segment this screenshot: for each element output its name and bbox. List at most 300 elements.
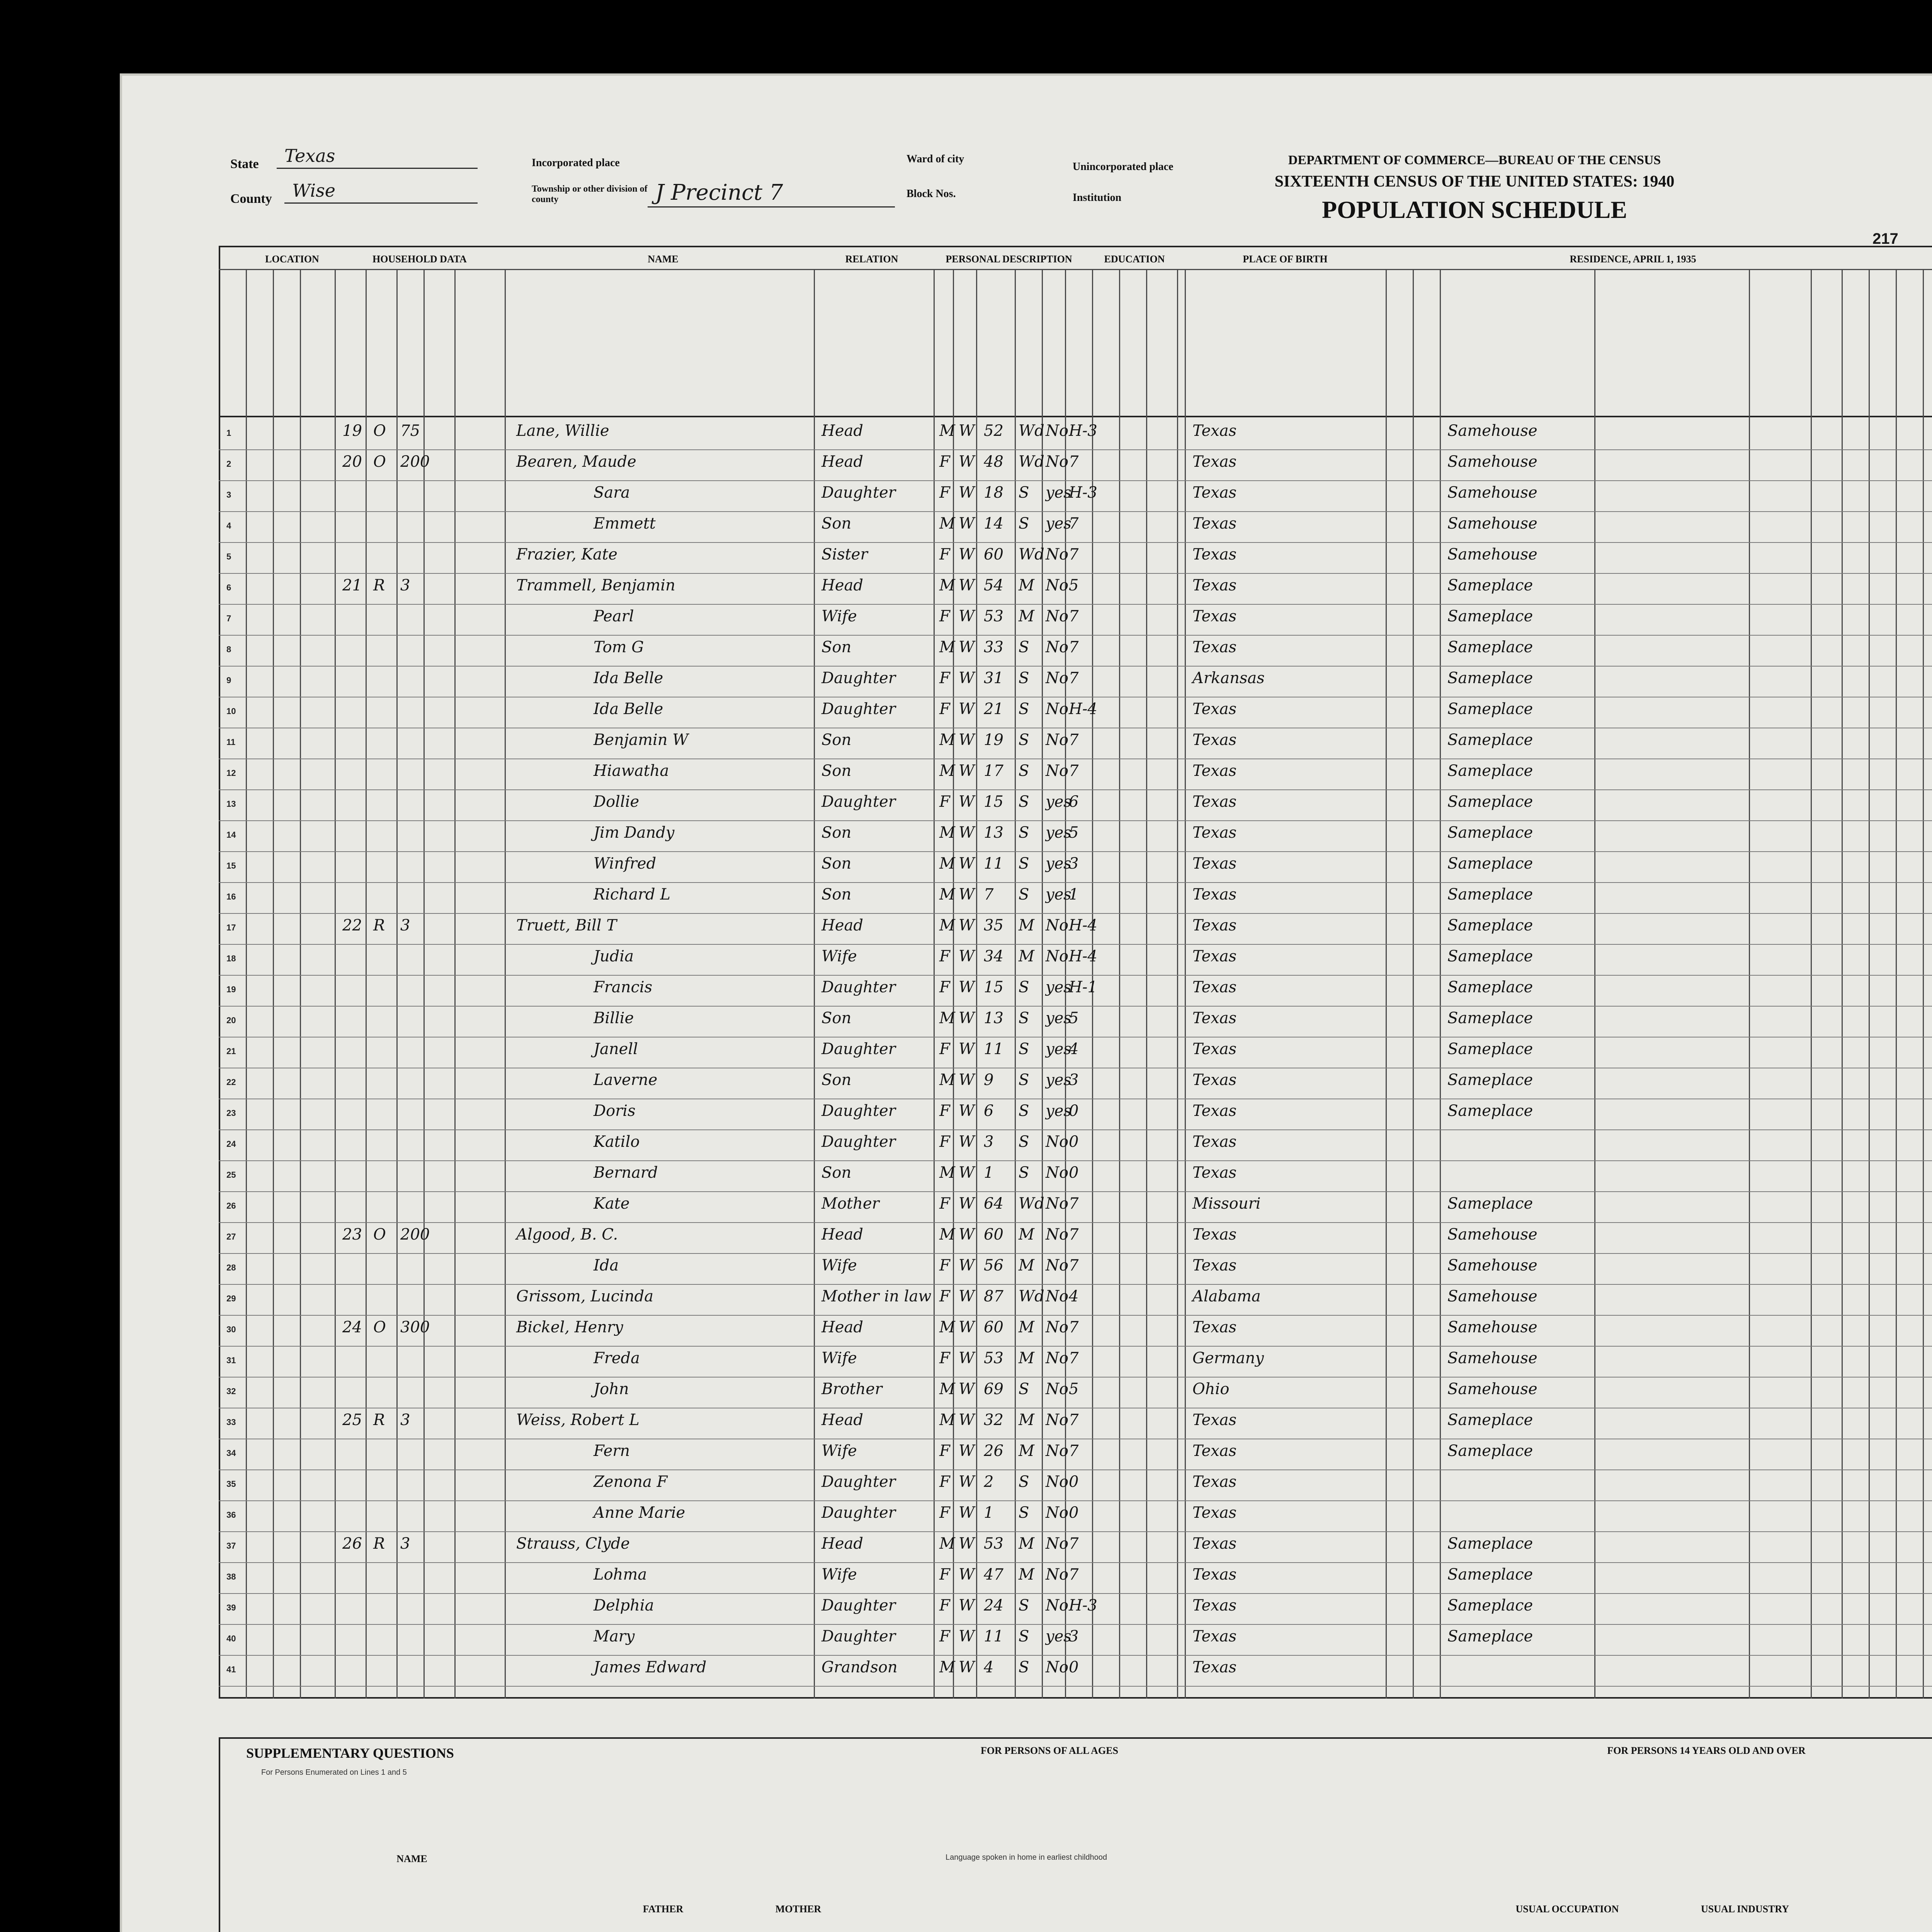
cell-age: 19 [984, 731, 1003, 749]
cell-grade: 7 [1069, 607, 1079, 625]
table-row [219, 1347, 1932, 1377]
cell-att: No [1046, 669, 1069, 687]
cell-sex: F [939, 1257, 950, 1274]
cell-res: Sameplace [1447, 1628, 1533, 1645]
cell-birth: Texas [1192, 947, 1237, 965]
group-employment [1842, 253, 1932, 265]
table-row [219, 698, 1932, 728]
cell-name: Mary [594, 1628, 635, 1645]
state-label: State [230, 157, 259, 171]
cell-ms: S [1019, 855, 1029, 872]
cell-age: 13 [984, 1009, 1003, 1027]
line-number: 9 [226, 675, 231, 685]
cell-sex: M [939, 1009, 955, 1027]
cell-age: 35 [984, 917, 1003, 934]
cell-att: yes [1046, 515, 1071, 532]
cell-ms: S [1019, 484, 1029, 502]
row-rule [219, 1469, 1932, 1470]
cell-value: 3 [400, 1411, 410, 1429]
cell-age: 14 [984, 515, 1003, 532]
cell-dwelling: 25 [342, 1411, 362, 1429]
all-ages-header: FOR PERSONS OF ALL AGES [981, 1745, 1118, 1756]
cell-res: Sameplace [1447, 577, 1533, 594]
block-label: Block Nos. [906, 188, 956, 200]
cell-birth: Texas [1192, 1473, 1237, 1491]
cell-rel: Daughter [821, 978, 896, 996]
table-row [219, 1038, 1932, 1068]
line-number: 19 [226, 985, 236, 994]
cell-birth: Texas [1192, 700, 1237, 718]
cell-rel: Son [821, 762, 852, 780]
cell-res: Sameplace [1447, 917, 1533, 934]
cell-tenure: R [373, 1411, 385, 1429]
cell-birth: Texas [1192, 577, 1237, 594]
cell-age: 48 [984, 453, 1003, 471]
table-row [219, 791, 1932, 820]
table-row [219, 821, 1932, 851]
table-row [219, 543, 1932, 573]
cell-res: Samehouse [1447, 484, 1537, 502]
cell-att: yes [1046, 1102, 1071, 1120]
cell-grade: 0 [1069, 1164, 1079, 1182]
cell-sex: F [939, 453, 950, 471]
cell-dwelling: 21 [342, 577, 362, 594]
cell-race: W [959, 1287, 975, 1305]
supplementary-title: SUPPLEMENTARY QUESTIONS [246, 1745, 454, 1761]
cell-grade: 7 [1069, 1566, 1079, 1583]
incorporated-label: Incorporated place [532, 157, 620, 169]
cell-race: W [959, 1566, 975, 1583]
cell-ms: S [1019, 700, 1029, 718]
cell-att: No [1046, 577, 1069, 594]
cell-birth: Texas [1192, 1628, 1237, 1645]
cell-age: 1 [984, 1504, 994, 1522]
cell-ms: S [1019, 1009, 1029, 1027]
supplementary-col-mother: MOTHER [775, 1903, 821, 1915]
cell-rel: Wife [821, 1349, 857, 1367]
cell-grade: 7 [1069, 762, 1079, 780]
cell-birth: Texas [1192, 762, 1237, 780]
table-row [219, 1192, 1932, 1222]
cell-res: Sameplace [1447, 762, 1533, 780]
cell-rel: Daughter [821, 1473, 896, 1491]
population-table [219, 246, 1932, 1699]
cell-age: 64 [984, 1195, 1003, 1213]
cell-grade: H-1 [1069, 978, 1097, 996]
cell-sex: M [939, 1658, 955, 1676]
schedule-title: POPULATION SCHEDULE [1321, 196, 1628, 223]
cell-race: W [959, 546, 975, 563]
cell-age: 52 [984, 422, 1003, 440]
cell-res: Sameplace [1447, 1597, 1533, 1614]
cell-name: Bernard [594, 1164, 658, 1182]
cell-age: 60 [984, 546, 1003, 563]
cell-grade: 0 [1069, 1504, 1079, 1522]
cell-sex: M [939, 515, 955, 532]
cell-res: Samehouse [1447, 515, 1537, 532]
township-value: J Precinct 7 [655, 180, 783, 205]
cell-name: Janell [594, 1040, 638, 1058]
cell-sex: F [939, 1597, 950, 1614]
table-row [219, 1471, 1932, 1500]
cell-rel: Daughter [821, 1597, 896, 1614]
cell-ms: S [1019, 638, 1029, 656]
row-rule [219, 944, 1932, 945]
cell-rel: Son [821, 886, 852, 903]
cell-age: 18 [984, 484, 1003, 502]
cell-name: Truett, Bill T [516, 917, 617, 934]
row-rule [219, 511, 1932, 512]
cell-birth: Texas [1192, 1040, 1237, 1058]
cell-ms: S [1019, 1040, 1029, 1058]
cell-res: Sameplace [1447, 1071, 1533, 1089]
table-row [219, 1440, 1932, 1469]
cell-ms: M [1019, 947, 1034, 965]
cell-birth: Texas [1192, 1658, 1237, 1676]
cell-res: Sameplace [1447, 1566, 1533, 1583]
cell-att: No [1046, 638, 1069, 656]
cell-tenure: O [373, 453, 386, 471]
cell-rel: Head [821, 422, 864, 440]
cell-birth: Texas [1192, 1071, 1237, 1089]
cell-res: Sameplace [1447, 1102, 1533, 1120]
cell-rel: Sister [821, 546, 868, 563]
cell-age: 13 [984, 824, 1003, 842]
row-rule [219, 1686, 1932, 1687]
cell-grade: 0 [1069, 1102, 1079, 1120]
cell-name: Billie [594, 1009, 634, 1027]
line-number: 5 [226, 552, 231, 561]
cell-birth: Texas [1192, 607, 1237, 625]
cell-birth: Texas [1192, 1226, 1237, 1243]
table-row [219, 914, 1932, 944]
cell-ms: M [1019, 1566, 1034, 1583]
cell-att: yes [1046, 484, 1071, 502]
cell-dwelling: 19 [342, 422, 362, 440]
group-location: LOCATION [265, 253, 319, 265]
cell-name: Zenona F [594, 1473, 668, 1491]
cell-rel: Wife [821, 1442, 857, 1460]
table-row [219, 729, 1932, 759]
cell-race: W [959, 607, 975, 625]
cell-att: No [1046, 1133, 1069, 1151]
cell-name: Anne Marie [594, 1504, 685, 1522]
cell-grade: H-3 [1069, 484, 1097, 502]
table-row [219, 605, 1932, 635]
cell-race: W [959, 1133, 975, 1151]
line-number: 33 [226, 1417, 236, 1427]
cell-sex: M [939, 1164, 955, 1182]
cell-att: No [1046, 607, 1069, 625]
cell-birth: Arkansas [1192, 669, 1265, 687]
cell-name: Dollie [594, 793, 639, 811]
group-birthplace: PLACE OF BIRTH [1243, 253, 1328, 265]
cell-name: Winfred [594, 855, 656, 872]
cell-value: 3 [400, 917, 410, 934]
cell-name: Bearen, Maude [516, 453, 636, 471]
cell-name: Algood, B. C. [516, 1226, 618, 1243]
cell-sex: M [939, 422, 955, 440]
cell-ms: S [1019, 1504, 1029, 1522]
cell-sex: F [939, 484, 950, 502]
cell-rel: Mother in law [821, 1287, 932, 1305]
table-row [219, 1502, 1932, 1531]
cell-tenure: O [373, 1226, 386, 1243]
cell-grade: 7 [1069, 1195, 1079, 1213]
cell-birth: Missouri [1192, 1195, 1261, 1213]
header-divider [219, 269, 1932, 270]
cell-birth: Texas [1192, 453, 1237, 471]
cell-grade: 7 [1069, 1318, 1079, 1336]
cell-race: W [959, 1504, 975, 1522]
cell-sex: M [939, 1535, 955, 1553]
cell-age: 53 [984, 1535, 1003, 1553]
group-relation: RELATION [845, 253, 898, 265]
cell-rel: Head [821, 1535, 864, 1553]
cell-grade: 3 [1069, 1071, 1079, 1089]
cell-grade: 4 [1069, 1040, 1079, 1058]
table-row [219, 945, 1932, 975]
cell-rel: Wife [821, 1566, 857, 1583]
cell-sex: F [939, 1473, 950, 1491]
cell-tenure: R [373, 577, 385, 594]
row-rule [219, 851, 1932, 852]
group-education: EDUCATION [1104, 253, 1165, 265]
cell-sex: F [939, 1287, 950, 1305]
cell-att: No [1046, 1349, 1069, 1367]
cell-ms: S [1019, 978, 1029, 996]
cell-att: yes [1046, 1071, 1071, 1089]
cell-rel: Daughter [821, 669, 896, 687]
cell-grade: H-3 [1069, 422, 1097, 440]
line-number: 29 [226, 1294, 236, 1303]
row-rule [219, 604, 1932, 605]
cell-tenure: O [373, 1318, 386, 1336]
cell-res: Samehouse [1447, 1257, 1537, 1274]
cell-age: 15 [984, 978, 1003, 996]
cell-name: Sara [594, 484, 630, 502]
cell-sex: M [939, 824, 955, 842]
cell-grade: 5 [1069, 1380, 1079, 1398]
institution-label: Institution [1073, 192, 1122, 204]
cell-age: 33 [984, 638, 1003, 656]
cell-ms: S [1019, 1628, 1029, 1645]
cell-grade: 7 [1069, 669, 1079, 687]
cell-sex: F [939, 669, 950, 687]
cell-att: No [1046, 1380, 1069, 1398]
table-row [219, 1131, 1932, 1160]
cell-dwelling: 26 [342, 1535, 362, 1553]
cell-sex: M [939, 1318, 955, 1336]
cell-name: Kate [594, 1195, 630, 1213]
cell-att: No [1046, 947, 1069, 965]
supplementary-col-usual-occ: USUAL OCCUPATION [1515, 1903, 1619, 1915]
cell-grade: 7 [1069, 1535, 1079, 1553]
cell-sex: F [939, 1504, 950, 1522]
cell-ms: S [1019, 1133, 1029, 1151]
cell-name: Bickel, Henry [516, 1318, 623, 1336]
township-underline [648, 206, 895, 207]
cell-rel: Daughter [821, 1133, 896, 1151]
cell-ms: S [1019, 1071, 1029, 1089]
line-number: 34 [226, 1448, 236, 1458]
cell-ms: Wd [1019, 453, 1044, 471]
cell-grade: 7 [1069, 1349, 1079, 1367]
cell-ms: Wd [1019, 422, 1044, 440]
cell-res: Sameplace [1447, 793, 1533, 811]
cell-sex: M [939, 855, 955, 872]
line-number: 14 [226, 830, 236, 840]
cell-age: 56 [984, 1257, 1003, 1274]
cell-ms: S [1019, 1597, 1029, 1614]
cell-race: W [959, 1040, 975, 1058]
table-row [219, 667, 1932, 697]
cell-race: W [959, 484, 975, 502]
supplementary-col-usual-ind: USUAL INDUSTRY [1701, 1903, 1789, 1915]
row-rule [219, 635, 1932, 636]
cell-grade: 7 [1069, 515, 1079, 532]
cell-grade: 7 [1069, 1226, 1079, 1243]
cell-age: 11 [984, 1040, 1003, 1058]
cell-birth: Texas [1192, 886, 1237, 903]
table-row [219, 1162, 1932, 1191]
cell-name: Lane, Willie [516, 422, 609, 440]
line-number: 35 [226, 1479, 236, 1489]
cell-name: Jim Dandy [594, 824, 675, 842]
cell-birth: Texas [1192, 546, 1237, 563]
cell-birth: Texas [1192, 1257, 1237, 1274]
row-rule [219, 1160, 1932, 1161]
table-row [219, 1594, 1932, 1624]
line-number: 15 [226, 861, 236, 871]
cell-dwelling: 20 [342, 453, 362, 471]
cell-race: W [959, 1071, 975, 1089]
county-value: Wise [292, 180, 336, 201]
row-rule [219, 1346, 1932, 1347]
line-number: 27 [226, 1232, 236, 1242]
cell-rel: Brother [821, 1380, 883, 1398]
cell-age: 9 [984, 1071, 994, 1089]
cell-res: Samehouse [1447, 422, 1537, 440]
cell-age: 17 [984, 762, 1003, 780]
cell-att: No [1046, 1226, 1069, 1243]
cell-dwelling: 22 [342, 917, 362, 934]
cell-ms: S [1019, 824, 1029, 842]
cell-grade: 7 [1069, 453, 1079, 471]
line-number: 32 [226, 1386, 236, 1396]
cell-rel: Head [821, 917, 864, 934]
cell-att: No [1046, 1195, 1069, 1213]
cell-name: Doris [594, 1102, 636, 1120]
cell-grade: 1 [1069, 886, 1079, 903]
cell-att: yes [1046, 886, 1071, 903]
cell-att: yes [1046, 1040, 1071, 1058]
cell-race: W [959, 1535, 975, 1553]
row-rule [219, 1500, 1932, 1501]
cell-race: W [959, 1473, 975, 1491]
cell-birth: Texas [1192, 1597, 1237, 1614]
cell-value: 200 [400, 1226, 430, 1243]
cell-age: 34 [984, 947, 1003, 965]
cell-grade: H-4 [1069, 700, 1097, 718]
cell-value: 3 [400, 1535, 410, 1553]
cell-ms: M [1019, 1535, 1034, 1553]
cell-name: Weiss, Robert L [516, 1411, 639, 1429]
cell-name: Delphia [594, 1597, 654, 1614]
cell-grade: 0 [1069, 1473, 1079, 1491]
cell-ms: S [1019, 793, 1029, 811]
cell-att: No [1046, 917, 1069, 934]
row-rule [219, 1006, 1932, 1007]
line-number: 17 [226, 923, 236, 932]
cell-name: Fern [594, 1442, 630, 1460]
cell-sex: M [939, 577, 955, 594]
row-rule [219, 449, 1932, 450]
cell-race: W [959, 1442, 975, 1460]
cell-grade: 3 [1069, 855, 1079, 872]
cell-rel: Daughter [821, 1504, 896, 1522]
cell-race: W [959, 886, 975, 903]
table-row [219, 1563, 1932, 1593]
cell-name: Judia [594, 947, 634, 965]
group-residence: RESIDENCE, APRIL 1, 1935 [1570, 253, 1696, 265]
table-row [219, 1625, 1932, 1655]
cell-age: 60 [984, 1318, 1003, 1336]
row-rule [219, 573, 1932, 574]
county-label: County [230, 192, 272, 206]
cell-race: W [959, 762, 975, 780]
cell-grade: 5 [1069, 824, 1079, 842]
cell-age: 6 [984, 1102, 994, 1120]
cell-res: Sameplace [1447, 700, 1533, 718]
cell-birth: Texas [1192, 484, 1237, 502]
cell-ms: S [1019, 731, 1029, 749]
cell-birth: Texas [1192, 1411, 1237, 1429]
cell-res: Sameplace [1447, 607, 1533, 625]
cell-name: James Edward [594, 1658, 707, 1676]
cell-res: Sameplace [1447, 669, 1533, 687]
cell-grade: H-4 [1069, 917, 1097, 934]
cell-name: Laverne [594, 1071, 658, 1089]
cell-sex: F [939, 607, 950, 625]
supplementary-col-name: NAME [396, 1853, 427, 1864]
cell-grade: 5 [1069, 1009, 1079, 1027]
line-number: 31 [226, 1355, 236, 1365]
cell-ms: S [1019, 1102, 1029, 1120]
cell-res: Sameplace [1447, 978, 1533, 996]
cell-sex: M [939, 731, 955, 749]
line-number: 21 [226, 1046, 236, 1056]
cell-race: W [959, 1318, 975, 1336]
cell-race: W [959, 700, 975, 718]
cell-rel: Head [821, 1411, 864, 1429]
cell-ms: M [1019, 1318, 1034, 1336]
row-rule [219, 1377, 1932, 1378]
cell-race: W [959, 1658, 975, 1676]
cell-race: W [959, 947, 975, 965]
cell-ms: M [1019, 1257, 1034, 1274]
row-rule [219, 820, 1932, 821]
cell-sex: F [939, 1040, 950, 1058]
cell-grade: 7 [1069, 638, 1079, 656]
cell-race: W [959, 577, 975, 594]
cell-race: W [959, 669, 975, 687]
cell-sex: M [939, 1071, 955, 1089]
cell-age: 32 [984, 1411, 1003, 1429]
group-name: NAME [648, 253, 679, 265]
cell-sex: F [939, 1195, 950, 1213]
cell-ms: S [1019, 1164, 1029, 1182]
